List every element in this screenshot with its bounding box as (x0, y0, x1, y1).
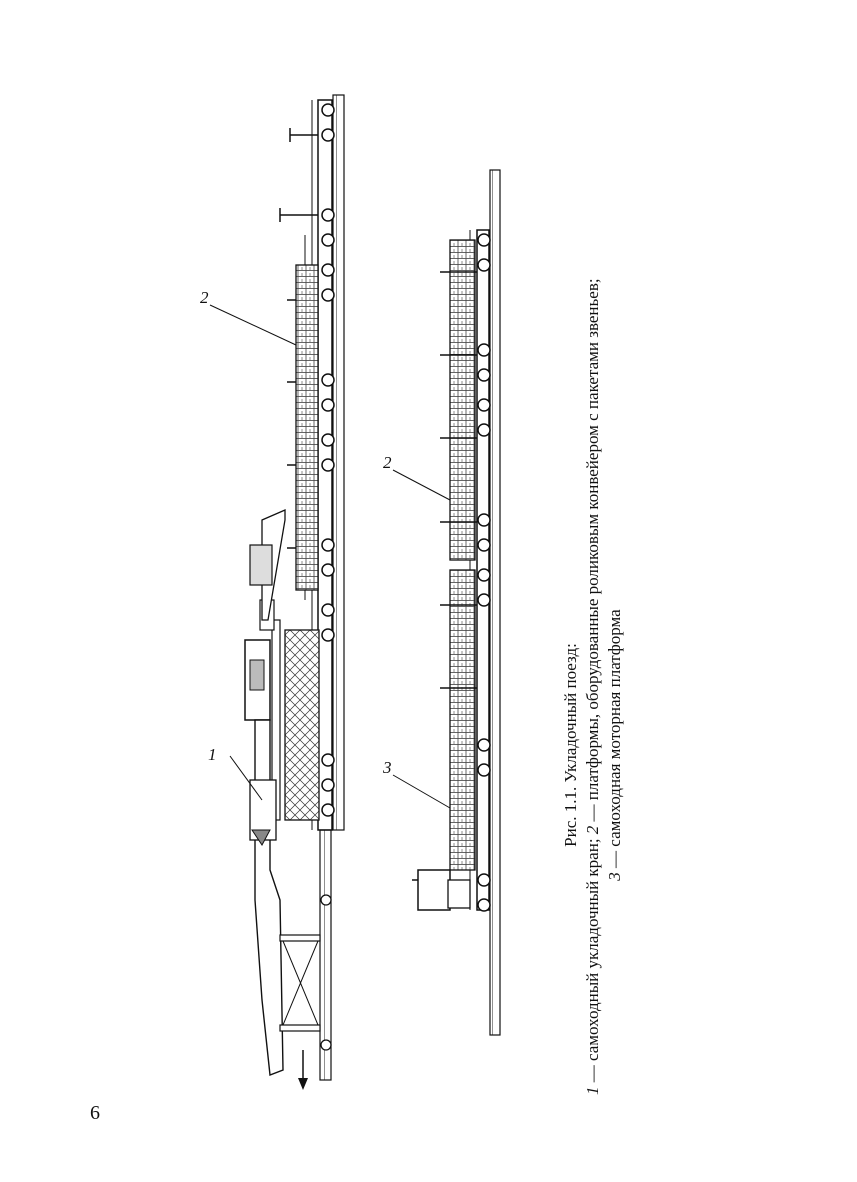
track-lower (490, 170, 500, 1035)
rail-link-packs-lower-2 (450, 570, 475, 870)
rail-link-packs-lower-1 (450, 240, 475, 560)
callout-1: 1 (208, 745, 217, 764)
caption-item-3-text: — самоходная моторная платформа (605, 609, 624, 873)
caption-line-2 (604, 395, 626, 1095)
caption-item-2-text: — платформы, оборудованные роликовым конвейером с пакетами звеньев; (583, 278, 602, 826)
upper-train-assembly (200, 95, 344, 1090)
caption-item-1-num: 1 (583, 1086, 602, 1095)
caption-title: Рис. 1.1. Укладочный поезд: (561, 643, 580, 847)
caption-item-3-num: 3 (605, 872, 624, 881)
rail-link-packs-upper (296, 265, 318, 590)
caption-item-2-num: 2 (583, 825, 602, 835)
motor-platform-cab (412, 870, 470, 910)
lower-train-assembly (382, 170, 500, 1035)
figure-caption (560, 278, 626, 1095)
callout-2-upper: 2 (200, 288, 209, 307)
caption-line-1 (582, 278, 604, 1095)
caption-item-1-text: — самоходный укладочный кран; (583, 834, 602, 1087)
callout-3: 3 (383, 758, 392, 777)
wheelsets-lower (478, 234, 490, 911)
callout-2-lower: 2 (383, 453, 392, 472)
track-upper (333, 95, 344, 830)
page-number: 6 (90, 1102, 100, 1124)
